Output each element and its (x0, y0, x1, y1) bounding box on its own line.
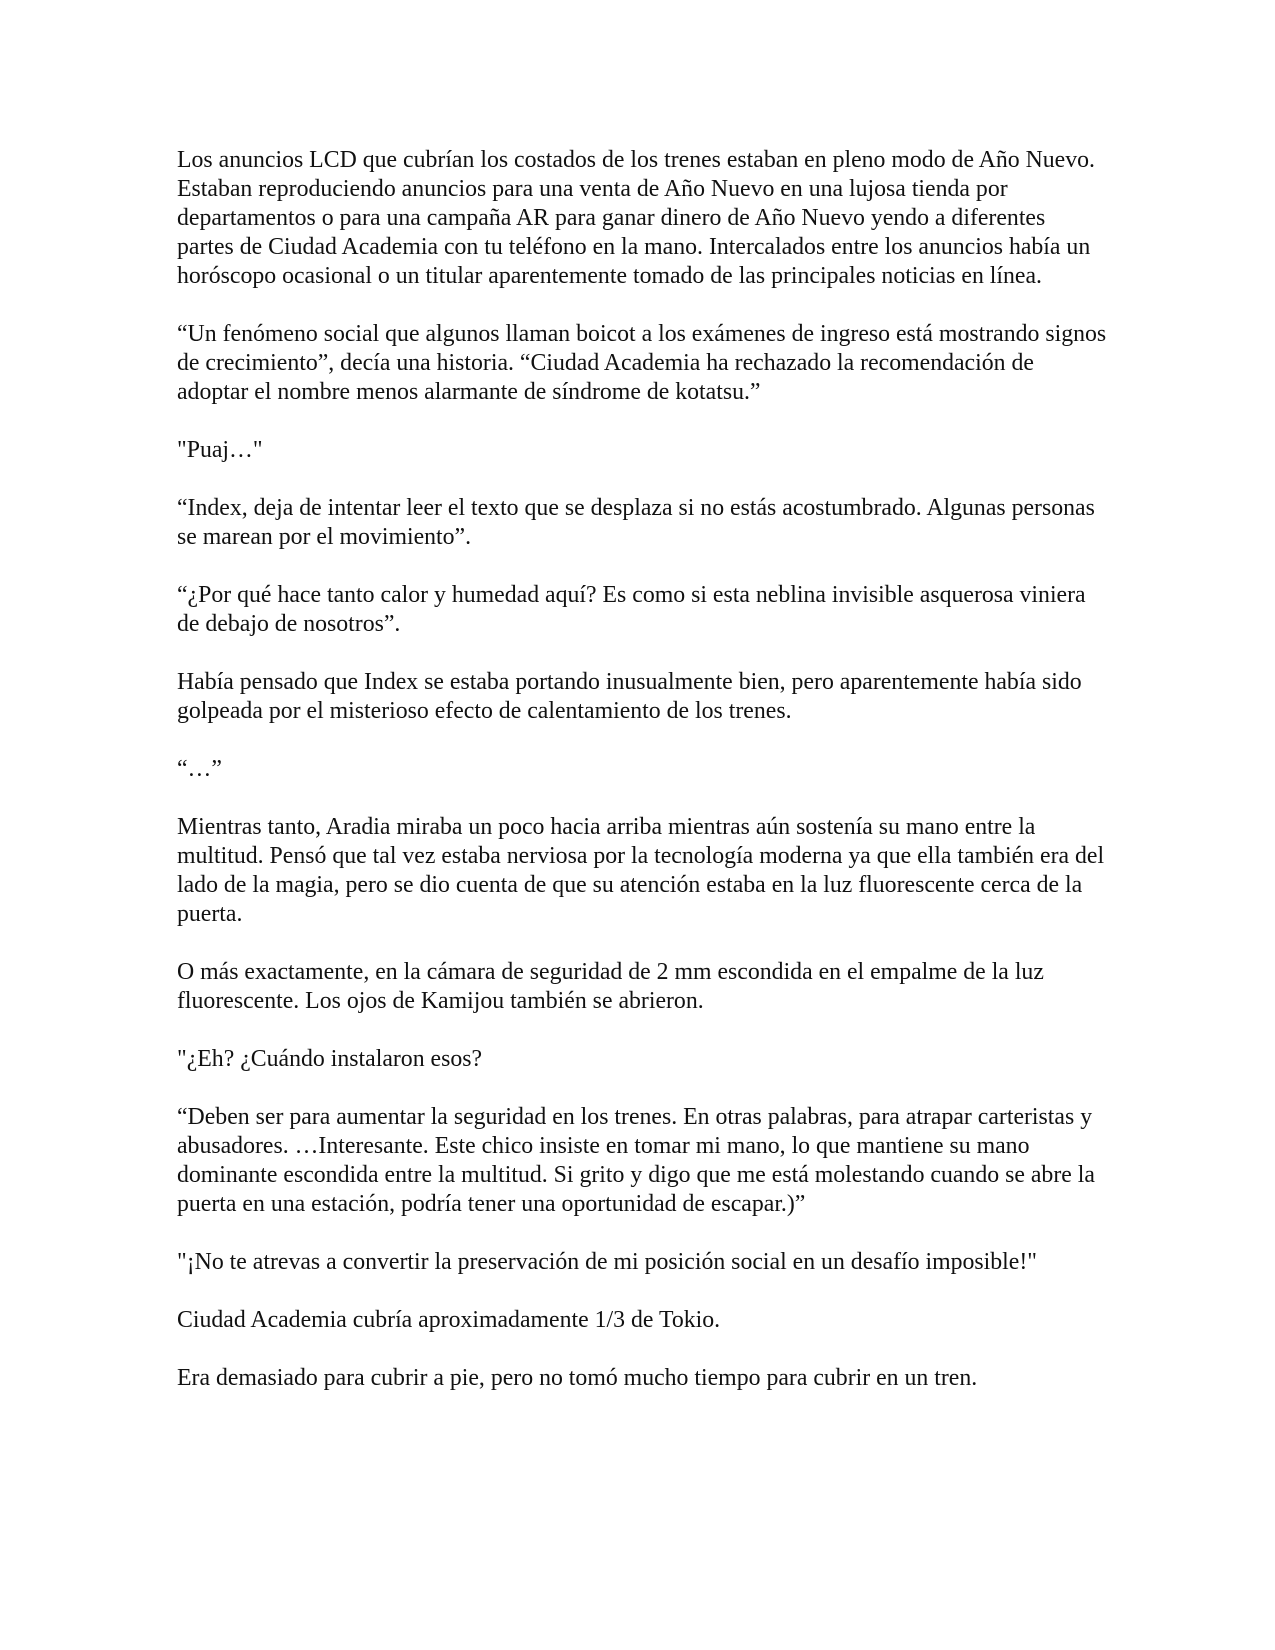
paragraph-11: “Deben ser para aumentar la seguridad en los trenes. En otras palabras, para atrapar carteristas y abusadores. …Interesante. Este chico insiste en tomar mi mano, lo que mantiene su mano dominante escondida entre la multitud. Si grito y digo que me está molestando cuando se abre la puerta en una estación, podría tener una oportunidad de escapar.)” (177, 1104, 1095, 1217)
paragraph-5: “¿Por qué hace tanto calor y humedad aquí? Es como si esta neblina invisible asquerosa viniera de debajo de nosotros”. (177, 582, 1086, 637)
body-text (177, 146, 1107, 1422)
paragraph-7: “…” (177, 756, 222, 782)
paragraph-1: Los anuncios LCD que cubrían los costados de los trenes estaban en pleno modo de Año Nuevo. Estaban reproduciendo anuncios para una venta de Año Nuevo en una lujosa tienda por departamentos o para una campaña AR para ganar dinero de Año Nuevo yendo a diferentes partes de Ciudad Academia con tu teléfono en la mano. Intercalados entre los anuncios había un horóscopo ocasional o un titular aparentemente tomado de las principales noticias en línea. (177, 147, 1095, 289)
paragraph-9: O más exactamente, en la cámara de seguridad de 2 mm escondida en el empalme de la luz fluorescente. Los ojos de Kamijou también se abrieron. (177, 959, 1044, 1014)
paragraph-6: Había pensado que Index se estaba portando inusualmente bien, pero aparentemente había sido golpeada por el misterioso efecto de calentamiento de los trenes. (177, 669, 1082, 724)
paragraph-2: “Un fenómeno social que algunos llaman boicot a los exámenes de ingreso está mostrando signos de crecimiento”, decía una historia. “Ciudad Academia ha rechazado la recomendación de adoptar el nombre menos alarmante de síndrome de kotatsu.” (177, 321, 1107, 405)
paragraph-10: "¿Eh? ¿Cuándo instalaron esos? (177, 1046, 483, 1072)
paragraph-12: "¡No te atrevas a convertir la preservación de mi posición social en un desafío imposible!" (177, 1249, 1037, 1275)
paragraph-3: "Puaj…" (177, 437, 263, 463)
paragraph-14: Era demasiado para cubrir a pie, pero no tomó mucho tiempo para cubrir en un tren. (177, 1365, 978, 1391)
paragraph-8: Mientras tanto, Aradia miraba un poco hacia arriba mientras aún sostenía su mano entre la multitud. Pensó que tal vez estaba nerviosa por la tecnología moderna ya que ella también era del lado de la magia, pero se dio cuenta de que su atención estaba en la luz fluorescente cerca de la puerta. (177, 814, 1105, 927)
paragraph-13: Ciudad Academia cubría aproximadamente 1/3 de Tokio. (177, 1307, 721, 1333)
paragraph-4: “Index, deja de intentar leer el texto que se desplaza si no estás acostumbrado. Algunas personas se marean por el movimiento”. (177, 495, 1095, 550)
